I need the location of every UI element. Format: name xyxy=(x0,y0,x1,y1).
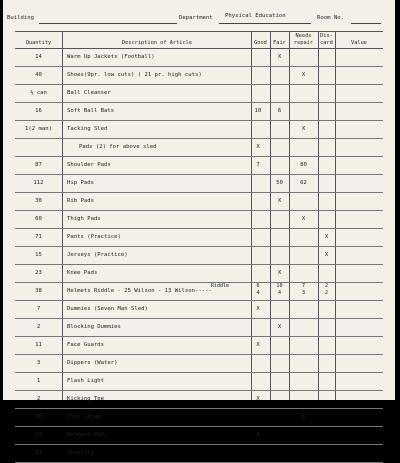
row-description: Ball Cleanser xyxy=(67,90,111,96)
row-discard xyxy=(318,156,335,174)
row-fair: 6 xyxy=(277,108,282,114)
row-description: Helment Pads xyxy=(67,432,108,438)
row-value xyxy=(337,246,393,264)
row-description: Chin Strap xyxy=(67,414,101,420)
row-fair: X xyxy=(277,324,282,330)
row-description: Soft Ball Bats xyxy=(67,108,115,114)
row-discard xyxy=(318,318,335,336)
row-quantity: 30 xyxy=(35,414,42,420)
table-row xyxy=(15,66,383,84)
row-quantity: 19 xyxy=(35,432,42,438)
row-description: Rib Pads xyxy=(67,198,94,204)
col-description: Description of Article xyxy=(121,40,193,46)
row-fair: 50 xyxy=(276,180,283,186)
col-needs-repair-line1: Needs xyxy=(295,33,312,39)
row-value xyxy=(337,120,393,138)
table-row xyxy=(15,192,383,210)
table-row xyxy=(15,444,383,462)
row-needs-repair xyxy=(289,192,318,210)
row-discard xyxy=(318,174,335,192)
row-fair xyxy=(270,336,289,354)
row-quantity: 38 xyxy=(35,288,42,294)
row-discard xyxy=(318,48,335,66)
helmet-split-riddle: 7 xyxy=(301,283,306,289)
table-row xyxy=(15,390,383,408)
helmet-split-repair xyxy=(289,283,318,297)
table-row xyxy=(15,318,383,336)
row-needs-repair xyxy=(289,138,318,156)
row-quantity: 40 xyxy=(35,72,42,78)
row-value xyxy=(337,282,393,300)
row-good: 10 xyxy=(254,108,262,114)
helmet-split-riddle: 10 xyxy=(276,283,283,289)
row-description: Warm Up Jackets (Football) xyxy=(67,54,155,60)
row-quantity: 23 xyxy=(35,270,42,276)
helmet-split-good xyxy=(251,283,265,297)
col-needs-repair-line2: repair xyxy=(293,40,314,46)
row-good xyxy=(251,264,265,282)
row-good xyxy=(251,372,265,390)
table-row xyxy=(15,426,383,444)
row-value xyxy=(337,336,393,354)
row-needs-repair: X xyxy=(301,216,306,222)
col-discard-line1: Dis- xyxy=(320,33,333,39)
row-needs-repair xyxy=(289,426,318,444)
table-row xyxy=(15,300,383,318)
row-fair xyxy=(270,210,289,228)
row-fair xyxy=(270,354,289,372)
row-value xyxy=(337,408,393,426)
row-value xyxy=(337,84,393,102)
table-row xyxy=(15,282,383,300)
row-value xyxy=(337,354,393,372)
row-discard xyxy=(318,66,335,84)
row-needs-repair: 80 xyxy=(300,162,307,168)
row-fair xyxy=(270,138,289,156)
row-description: Flash Light xyxy=(67,378,105,384)
row-description: Dummies (Seven Man Sled) xyxy=(67,306,148,312)
row-discard xyxy=(318,354,335,372)
row-discard xyxy=(318,390,335,408)
row-description: Pants (Practice) xyxy=(67,234,121,240)
row-value xyxy=(337,372,393,390)
row-value xyxy=(337,390,393,408)
row-value xyxy=(337,174,393,192)
row-discard xyxy=(318,84,335,102)
row-good xyxy=(251,444,265,462)
row-quantity: 112 xyxy=(33,180,44,186)
row-quantity: 71 xyxy=(35,234,42,240)
row-value xyxy=(337,426,393,444)
col-quantity: Quantity xyxy=(25,40,52,46)
table-row xyxy=(15,336,383,354)
row-fair xyxy=(270,246,289,264)
row-quantity: 14 xyxy=(35,54,42,60)
row-description: Blocking Dummies xyxy=(67,324,121,330)
row-quantity: 30 xyxy=(35,198,42,204)
helmet-split-riddle: 6 xyxy=(256,283,260,289)
row-quantity: 3 xyxy=(36,360,41,366)
row-quantity: ½ can xyxy=(30,90,47,96)
room-underline xyxy=(351,23,381,24)
row-discard xyxy=(318,138,335,156)
row-good xyxy=(251,246,265,264)
row-description: Shoulder Pads xyxy=(67,162,111,168)
table-row xyxy=(15,210,383,228)
row-quantity: 2 xyxy=(36,324,41,330)
row-discard xyxy=(318,408,335,426)
row-discard xyxy=(318,210,335,228)
table-row xyxy=(15,228,383,246)
table-row xyxy=(15,84,383,102)
row-description: Thigh Pads xyxy=(67,216,101,222)
row-fair: X xyxy=(277,270,282,276)
col-value: Value xyxy=(351,40,367,46)
row-discard: X xyxy=(324,234,329,240)
row-discard xyxy=(318,192,335,210)
row-discard xyxy=(318,372,335,390)
row-good xyxy=(251,48,265,66)
helmet-split-wilson: 4 xyxy=(256,290,260,296)
row-needs-repair xyxy=(289,444,318,462)
row-needs-repair xyxy=(289,84,318,102)
row-needs-repair: X xyxy=(301,414,306,420)
row-description: Jerseys (Practice) xyxy=(67,252,128,258)
row-value xyxy=(337,66,393,84)
row-fair xyxy=(270,66,289,84)
row-good xyxy=(251,66,265,84)
row-quantity: 7 xyxy=(36,306,41,312)
row-description: Helmets Riddle - 25 Wilson - 13 Wilson----- xyxy=(67,288,212,294)
row-good: X xyxy=(256,144,260,150)
row-needs-repair xyxy=(289,246,318,264)
table-row xyxy=(15,408,383,426)
row-value xyxy=(337,156,393,174)
row-description: Hip Pads xyxy=(67,180,94,186)
row-discard: X xyxy=(324,252,329,258)
row-needs-repair xyxy=(289,390,318,408)
row-needs-repair xyxy=(289,48,318,66)
room-label: Room No. xyxy=(317,15,344,21)
helmet-split-wilson: 4 xyxy=(277,290,282,296)
row-good xyxy=(251,210,265,228)
row-good: 7 xyxy=(256,162,260,168)
row-quantity xyxy=(15,138,62,156)
row-fair xyxy=(270,228,289,246)
row-fair xyxy=(270,444,289,462)
row-quantity: 1(2 man) xyxy=(25,126,52,132)
row-good: X xyxy=(256,432,260,438)
row-good xyxy=(251,228,265,246)
col-fair: Fair xyxy=(273,40,286,46)
row-good xyxy=(251,174,265,192)
row-fair xyxy=(270,300,289,318)
helmet-split-wilson: 2 xyxy=(324,290,329,296)
row-good xyxy=(251,84,265,102)
row-fair xyxy=(270,408,289,426)
row-good xyxy=(251,120,265,138)
row-description: Shoes(9pr. low cuts) ( 21 pr. high cuts) xyxy=(67,72,202,78)
row-fair xyxy=(270,120,289,138)
row-value xyxy=(337,264,393,282)
row-good xyxy=(251,192,265,210)
row-discard xyxy=(318,102,335,120)
row-needs-repair: X xyxy=(301,126,306,132)
row-discard xyxy=(318,426,335,444)
table-row xyxy=(15,174,383,192)
row-needs-repair xyxy=(289,372,318,390)
row-needs-repair xyxy=(289,264,318,282)
row-value xyxy=(337,318,393,336)
row-value xyxy=(337,102,393,120)
row-fair xyxy=(270,84,289,102)
department-value: Physical Education xyxy=(225,13,286,19)
table-row xyxy=(15,138,383,156)
row-quantity: 16 xyxy=(35,108,42,114)
row-description: Tacking Sled xyxy=(67,126,108,132)
row-description: Dippers (Water) xyxy=(67,360,118,366)
helmet-split-wilson: 3 xyxy=(301,290,306,296)
row-value xyxy=(337,300,393,318)
row-value xyxy=(337,48,393,66)
department-label: Department xyxy=(179,15,213,21)
row-needs-repair xyxy=(289,354,318,372)
row-quantity: 11 xyxy=(35,450,42,456)
row-needs-repair: 62 xyxy=(300,180,307,186)
row-value xyxy=(337,210,393,228)
row-discard xyxy=(318,336,335,354)
row-quantity: 1 xyxy=(36,378,41,384)
table-row xyxy=(15,156,383,174)
row-good xyxy=(251,318,265,336)
row-needs-repair xyxy=(289,102,318,120)
row-good: X xyxy=(256,342,260,348)
row-value xyxy=(337,444,393,462)
row-quantity: 2 xyxy=(36,396,41,402)
row-needs-repair xyxy=(289,336,318,354)
col-discard-line2: card xyxy=(320,40,333,46)
row-fair: X xyxy=(277,54,282,60)
row-quantity: 15 xyxy=(35,252,42,258)
table-row xyxy=(15,372,383,390)
row-fair xyxy=(270,156,289,174)
row-fair xyxy=(270,426,289,444)
col-good: Good xyxy=(254,40,267,46)
row-discard xyxy=(318,444,335,462)
row-good xyxy=(251,354,265,372)
table-row xyxy=(15,354,383,372)
table-top-rule xyxy=(15,31,383,32)
helmet-split-riddle: 2 xyxy=(324,283,329,289)
table-row xyxy=(15,264,383,282)
building-label: Building xyxy=(7,15,34,21)
row-quantity: 60 xyxy=(35,216,42,222)
building-underline xyxy=(39,23,177,24)
row-needs-repair: X xyxy=(301,72,306,78)
row-good xyxy=(251,408,265,426)
row-fair xyxy=(270,390,289,408)
helmet-split-discard xyxy=(318,283,335,297)
table-row xyxy=(15,120,383,138)
row-value xyxy=(337,192,393,210)
row-fair: X xyxy=(277,198,282,204)
row-description: Kicking Tee xyxy=(67,396,105,402)
row-needs-repair xyxy=(289,300,318,318)
table-row xyxy=(15,102,383,120)
row-needs-repair xyxy=(289,228,318,246)
row-good: X xyxy=(256,306,260,312)
row-value xyxy=(337,138,393,156)
row-discard xyxy=(318,120,335,138)
row-good: X xyxy=(256,396,260,402)
row-description: Knee Pads xyxy=(67,270,98,276)
inventory-sheet xyxy=(3,0,395,456)
row-discard xyxy=(318,300,335,318)
row-needs-repair xyxy=(289,318,318,336)
row-value xyxy=(337,228,393,246)
department-underline xyxy=(219,23,311,24)
table-row xyxy=(15,246,383,264)
row-quantity: 87 xyxy=(35,162,42,168)
row-discard xyxy=(318,264,335,282)
helmet-split-fair xyxy=(270,283,289,297)
row-description: Face Guards xyxy=(67,342,105,348)
helmet-riddle-note: Riddle xyxy=(211,283,230,289)
row-description: Pads (2) for above sled xyxy=(79,144,157,150)
row-description: Stencils xyxy=(67,450,94,456)
row-quantity: 11 xyxy=(35,342,42,348)
table-row xyxy=(15,48,383,66)
row-fair xyxy=(270,372,289,390)
